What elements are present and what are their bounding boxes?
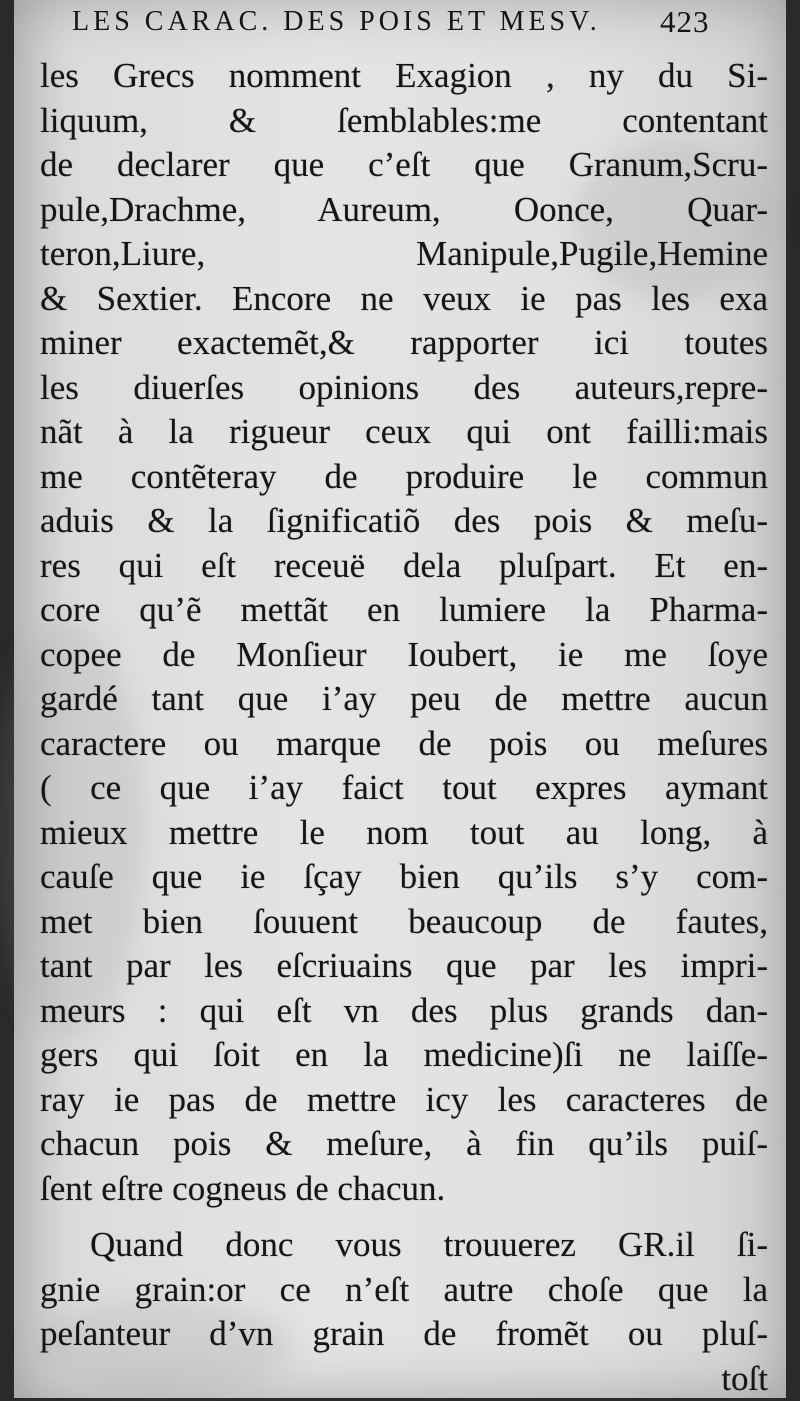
text-line: gardé tant que i’ay peu de mettre aucun xyxy=(40,679,768,718)
text-line: & Sextier. Encore ne veux ie pas les exa xyxy=(40,278,768,318)
text-line: mieux mettre le nom tout au long, à xyxy=(40,812,768,852)
text-line: cauſe que ie ſçay bien qu’ils s’y com- xyxy=(40,857,768,896)
catchword: toſt xyxy=(721,1358,768,1398)
text-line: Quand donc vous trouuerez GR.il ſi- xyxy=(90,1225,768,1264)
text-line: teron,Liure, Manipule,Pugile,Hemine xyxy=(40,234,768,273)
text-line: peſanteur d’vn grain de fromẽt ou pluſ- xyxy=(40,1314,768,1353)
text-line: les diuerſes opinions des auteurs,repre- xyxy=(40,367,768,407)
text-line: aduis & la ſignificatiõ des pois & meſu- xyxy=(40,501,768,540)
text-line: met bien ſouuent beaucoup de fautes, xyxy=(40,901,768,941)
running-title: LES CARAC. DES POIS ET MESV. xyxy=(72,6,601,37)
text-line: me contẽteray de produire le commun xyxy=(40,456,768,496)
book-page xyxy=(14,0,786,1398)
text-line: copee de Monſieur Ioubert, ie me ſoye xyxy=(40,634,768,674)
text-line: core qu’ẽ mettãt en lumiere la Pharma- xyxy=(40,590,768,629)
text-line: tant par les eſcriuains que par les impri- xyxy=(40,946,768,985)
text-line: ſent eſtre cogneus de chacun. xyxy=(40,1168,446,1208)
page-number: 423 xyxy=(660,4,710,39)
text-line: res qui eſt receuë dela pluſpart. Et en- xyxy=(40,545,768,585)
text-line: gnie grain:or ce n’eſt autre choſe que la xyxy=(40,1269,768,1309)
text-line: miner exactemẽt,& rapporter ici toutes xyxy=(40,323,768,362)
text-line: les Grecs nomment Exagion , ny du Si- xyxy=(40,56,768,95)
text-line: meurs : qui eſt vn des plus grands dan- xyxy=(40,990,768,1030)
text-line: nãt à la rigueur ceux qui ont failli:mais xyxy=(40,412,768,451)
text-line: gers qui ſoit en la medicine)ſi ne laiſſe- xyxy=(40,1035,768,1074)
paragraph-1 xyxy=(40,54,768,1211)
paragraph-2 xyxy=(40,1223,768,1357)
text-line: liquum, & ſemblables:me contentant xyxy=(40,100,768,140)
text-line: pule,Drachme, Aureum, Oonce, Quar- xyxy=(40,189,768,229)
text-line: ray ie pas de mettre icy les caracteres de xyxy=(40,1079,768,1119)
running-header xyxy=(72,4,772,44)
text-line: ( ce que i’ay faict tout expres aymant xyxy=(40,768,768,807)
text-line: caractere ou marque de pois ou meſures xyxy=(40,723,768,763)
text-line: de declarer que c’eſt que Granum,Scru- xyxy=(40,145,768,184)
body-text xyxy=(40,54,768,1401)
paragraph-gap xyxy=(40,1211,768,1223)
text-line: chacun pois & meſure, à fin qu’ils puiſ- xyxy=(40,1124,768,1163)
